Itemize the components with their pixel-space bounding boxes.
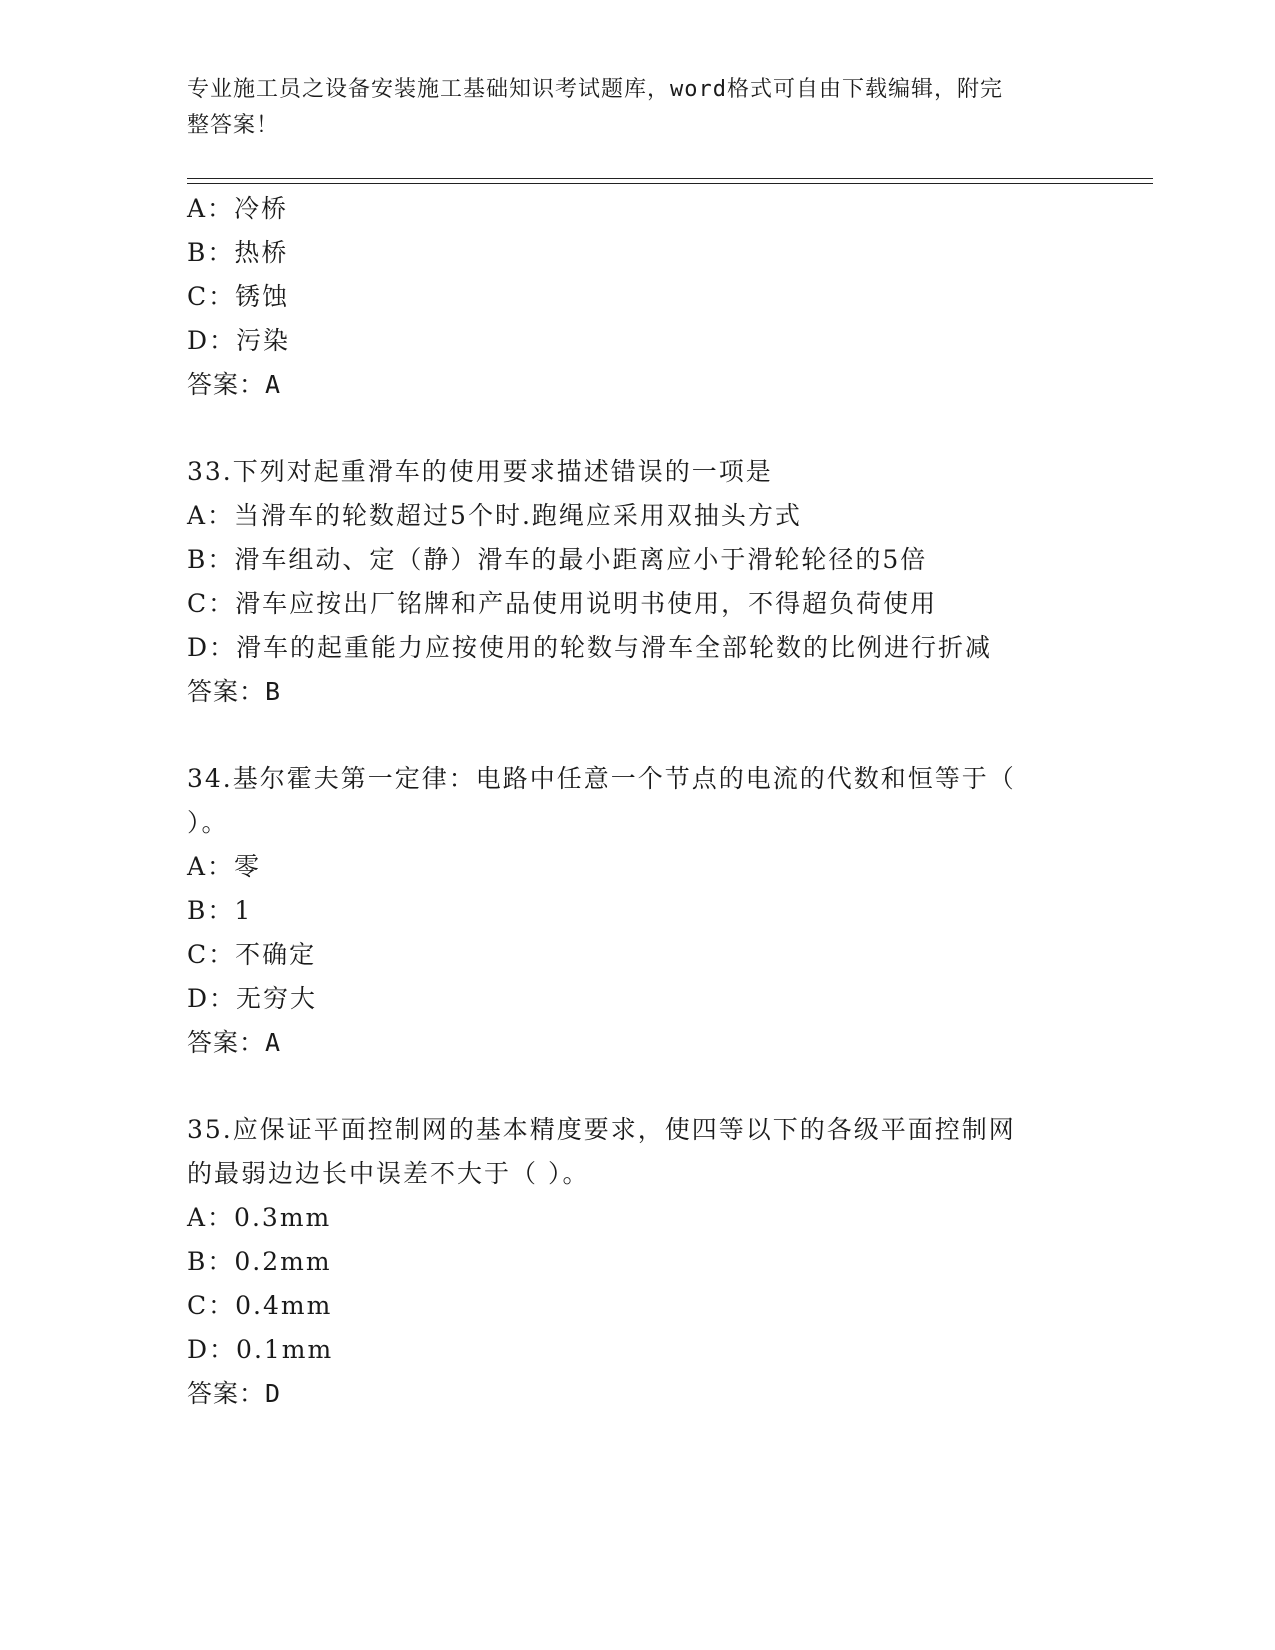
q32-option-a: A：冷桥 [187, 194, 289, 223]
q35-option-d: D：0.1mm [187, 1335, 334, 1364]
q32-option-b: B：热桥 [187, 238, 289, 267]
q34-question-line-1: 34.基尔霍夫第一定律：电路中任意一个节点的电流的代数和恒等于（ [187, 764, 1016, 793]
header-divider-bottom [187, 183, 1153, 184]
q34-answer: 答案：A [187, 1028, 282, 1057]
q34-option-c: C：不确定 [187, 940, 317, 969]
q35-question-line-2: 的最弱边边长中误差不大于（ ）。 [187, 1159, 590, 1188]
q34-option-b: B：1 [187, 896, 253, 925]
q33-option-a: A：当滑车的轮数超过5个时.跑绳应采用双抽头方式 [187, 501, 802, 530]
q34-option-a: A：零 [187, 852, 262, 881]
q35-option-b: B：0.2mm [187, 1247, 332, 1276]
q33-option-b: B：滑车组动、定（静）滑车的最小距离应小于滑轮轮径的5倍 [187, 545, 928, 574]
q32-answer: 答案：A [187, 370, 282, 399]
q33-option-d: D：滑车的起重能力应按使用的轮数与滑车全部轮数的比例进行折减 [187, 633, 993, 662]
document-header [187, 72, 1067, 144]
q34-question-line-2: ）。 [187, 808, 229, 837]
q35-answer: 答案：D [187, 1379, 282, 1408]
q35-question-line-1: 35.应保证平面控制网的基本精度要求，使四等以下的各级平面控制网 [187, 1115, 1016, 1144]
q35-option-a: A：0.3mm [187, 1203, 332, 1232]
q33-option-c: C：滑车应按出厂铭牌和产品使用说明书使用，不得超负荷使用 [187, 589, 938, 618]
q32-option-c: C：锈蚀 [187, 282, 290, 311]
q35-option-c: C：0.4mm [187, 1291, 333, 1320]
header-line-1: 专业施工员之设备安装施工基础知识考试题库，word格式可自由下载编辑，附完 [187, 77, 1003, 102]
q32-option-d: D：污染 [187, 326, 291, 355]
q34-option-d: D：无穷大 [187, 984, 318, 1013]
q33-answer: 答案：B [187, 677, 282, 706]
q33-question: 33.下列对起重滑车的使用要求描述错误的一项是 [187, 457, 773, 486]
header-line-2: 整答案！ [187, 113, 280, 138]
header-divider-top [187, 178, 1153, 179]
